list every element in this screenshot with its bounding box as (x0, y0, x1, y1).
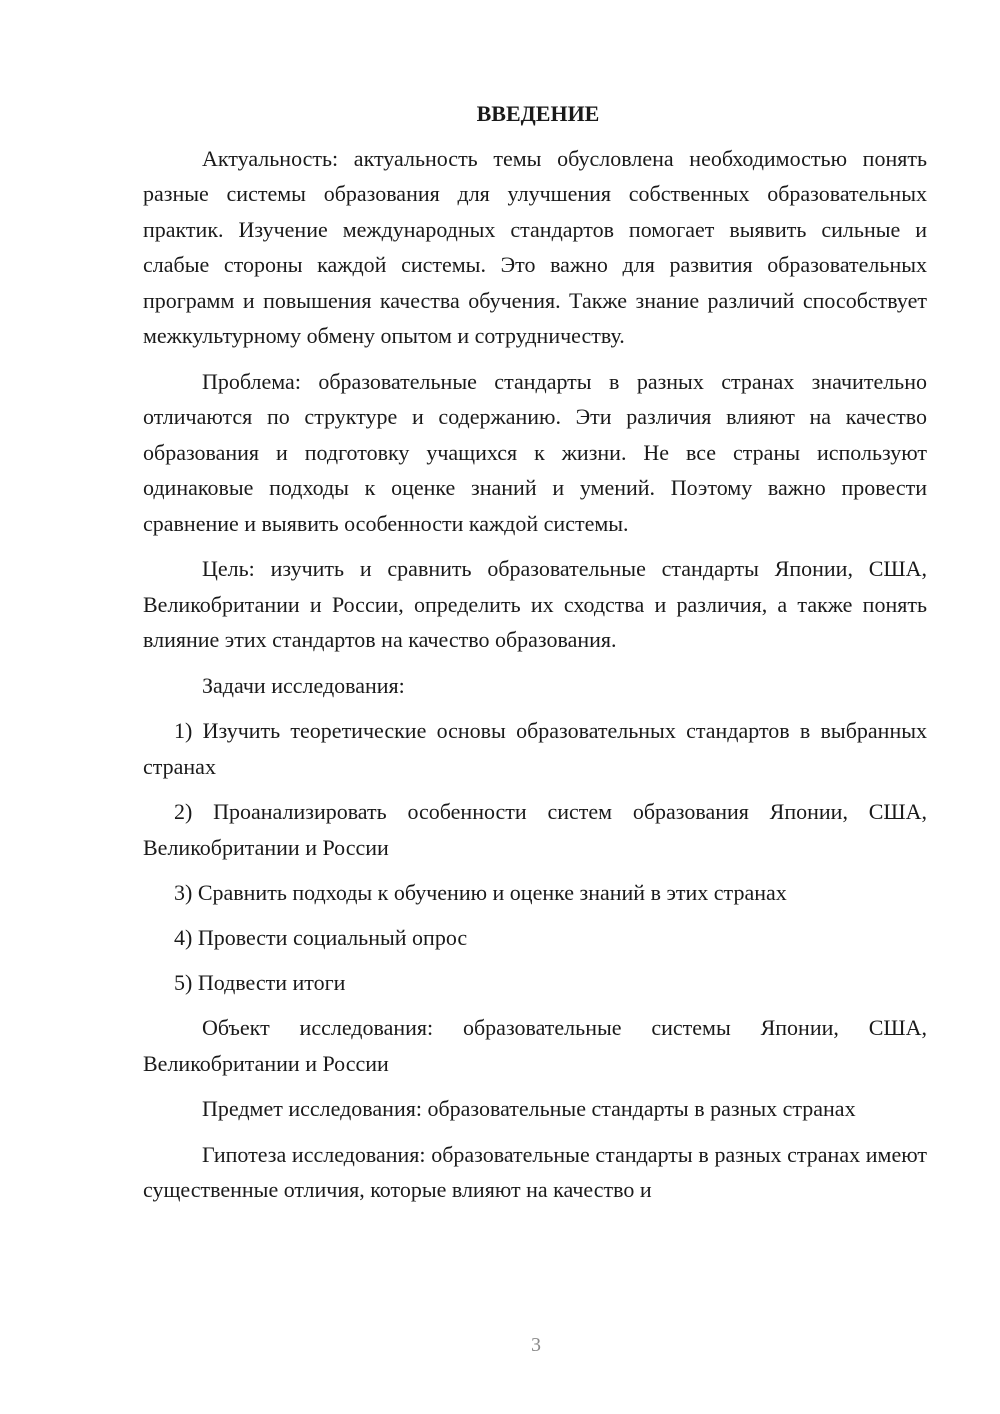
section-title: ВВЕДЕНИЕ (476, 101, 600, 126)
paragraph-relevance: Актуальность: актуальность темы обусловлена необходимостью понять разные системы образования для улучшения собственных образовательных практик. Изучение международных стандартов помогает выявить сильные и слабые стороны каждой системы. Это важно для развития образовательных программ и повышения качества обучения. Также знание различий способствует межкультурному обмену опытом и сотрудничеству. (143, 145, 927, 348)
task-item-3: 3) Сравнить подходы к обучению и оценке знаний в этих странах (174, 880, 787, 905)
task-item-2: 2) Проанализировать особенности систем образования Японии, США, Великобритании и России (143, 799, 927, 860)
paragraph-hypothesis: Гипотеза исследования: образовательные стандарты в разных странах имеют существенные отличия, которые влияют на качество и (143, 1141, 927, 1202)
paragraph-problem: Проблема: образовательные стандарты в разных странах значительно отличаются по структуре и содержанию. Эти различия влияют на качество образования и подготовку учащихся к жизни. Не все страны используют одинаковые подходы к оценке знаний и умений. Поэтому важно провести сравнение и выявить особенности каждой системы. (143, 368, 927, 536)
task-item-1: 1) Изучить теоретические основы образовательных стандартов в выбранных странах (143, 718, 927, 779)
paragraph-subject: Предмет исследования: образовательные стандарты в разных странах (202, 1096, 856, 1121)
task-item-5: 5) Подвести итоги (174, 970, 346, 995)
tasks-heading: Задачи исследования: (202, 672, 405, 698)
task-item-4: 4) Провести социальный опрос (174, 925, 468, 950)
paragraph-object: Объект исследования: образовательные системы Японии, США, Великобритании и России (143, 1015, 927, 1076)
page-body (143, 96, 927, 1218)
page-number: 3 (531, 1334, 541, 1356)
paragraph-goal: Цель: изучить и сравнить образовательные стандарты Японии, США, Великобритании и России, определить их сходства и различия, а также понять влияние этих стандартов на качество образования. (143, 556, 927, 652)
